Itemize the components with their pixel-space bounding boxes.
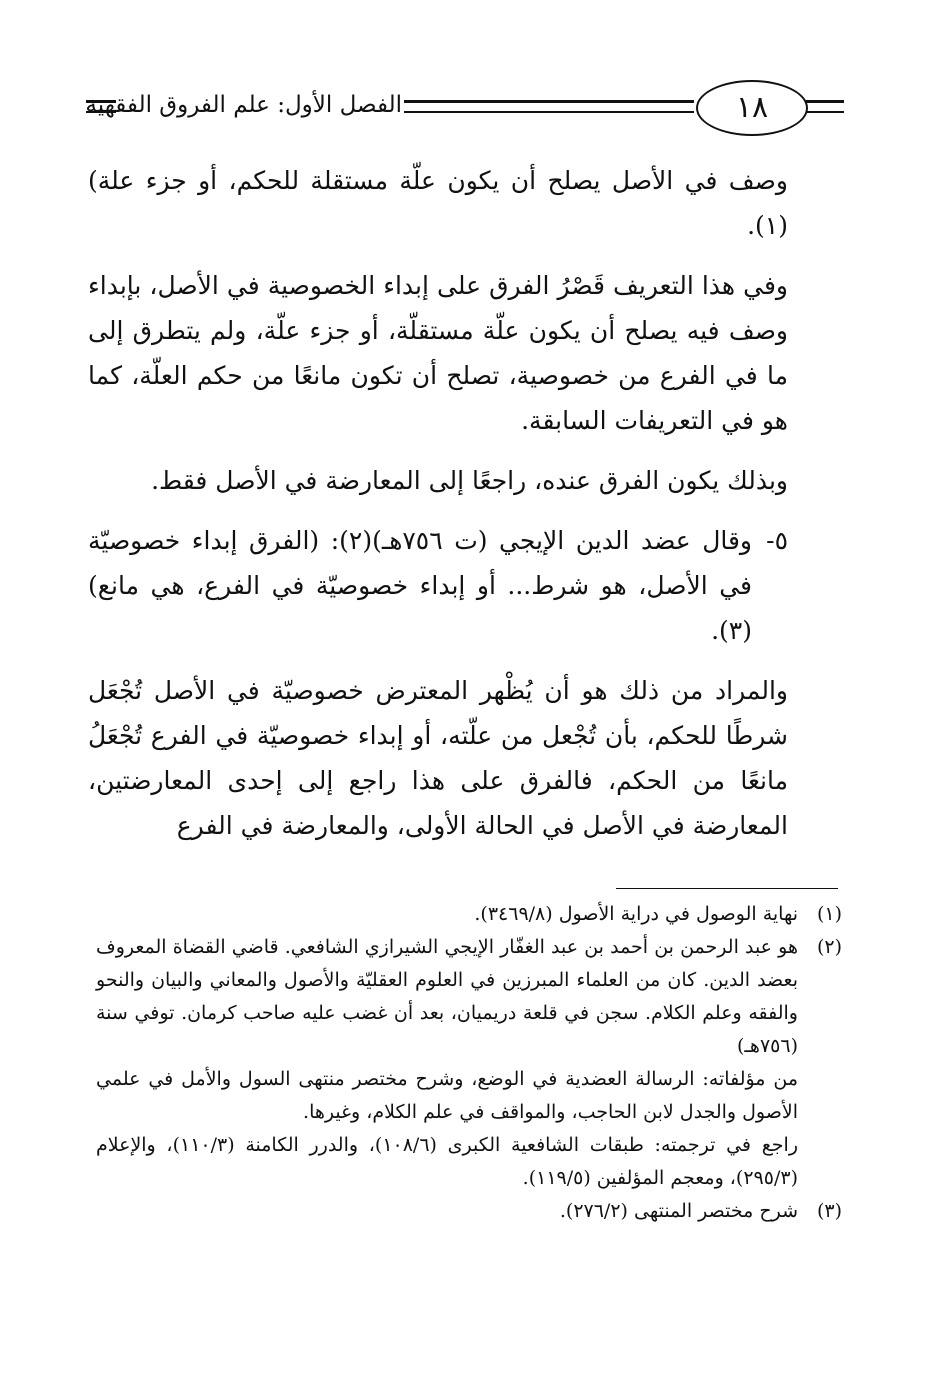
page-number: ١٨ — [696, 80, 808, 136]
footnote-text: شرح مختصر المنتهى (٢٧٦/٢). — [559, 1200, 798, 1222]
item-text: وقال عضد الدين الإيجي (ت ٧٥٦هـ)(٢): (الفرق إبداء خصوصيّة في الأصل، هو شرط... أو إبداء خصوصيّة في الفرع، هي مانع)(٣). — [88, 526, 753, 645]
header-rule-right — [806, 100, 844, 113]
footnote-number: (٣) — [816, 1200, 842, 1222]
footnote-number: (٢) — [816, 936, 842, 958]
footnote-number: (١) — [816, 903, 842, 925]
footnote-continuation: راجع في ترجمته: طبقات الشافعية الكبرى (١٠٨/٦)، والدرر الكامنة (١١٠/٣)، والإعلام (٢٩٥/٣)، ومعجم المؤلفين (١١٩/٥). — [96, 1134, 799, 1189]
paragraph: وبذلك يكون الفرق عنده، راجعًا إلى المعارضة في الأصل فقط. — [151, 466, 788, 495]
footnote-continuation: من مؤلفاته: الرسالة العضدية في الوضع، وشرح مختصر منتهى السول والأمل في علمي الأصول والجدل لابن الحاجب، والمواقف في علم الكلام، وغيرها. — [96, 1068, 798, 1123]
footnote-text: هو عبد الرحمن بن أحمد بن عبد الغفّار الإيجي الشيرازي الشافعي. قاضي القضاة المعروف بعضد الدين. كان من العلماء المبرزين في العلوم العقليّة والأصول والمعاني والبيان والنحو والفقه وعلم الكلام. سجن في قلعة دريميان، بعد أن غضب عليه صاحب كرمان. توفي سنة (٧٥٦هـ) — [96, 936, 798, 1057]
main-text — [88, 158, 788, 863]
footnote — [96, 931, 842, 1063]
paragraph: وفي هذا التعريف قَصْرُ الفرق على إبداء الخصوصية في الأصل، بإبداء وصف فيه يصلح أن يكون علّة مستقلّة، أو جزء علّة، ولم يتطرق إلى ما في الفرع من خصوصية، تصلح أن تكون مانعًا من حكم العلّة، كما هو في التعريفات السابقة. — [88, 271, 788, 435]
running-title: الفصل الأول: علم الفروق الفقهية — [85, 92, 402, 118]
paragraph: والمراد من ذلك هو أن يُظْهر المعترض خصوصيّة في الأصل تُجْعَل شرطًا للحكم، بأن تُجْعل من علّته، أو إبداء خصوصيّة في الفرع تُجْعَلُ مانعًا من الحكم، فالفرق على هذا راجع إلى إحدى المعارضتين، المعارضة في الأصل في الحالة الأولى، والمعارضة في الفرع — [88, 676, 788, 840]
footnote-separator — [616, 888, 838, 889]
footnote — [96, 898, 842, 931]
footnotes — [96, 898, 842, 1228]
page-header — [86, 78, 844, 136]
header-rule-middle — [404, 100, 694, 113]
numbered-item — [88, 518, 788, 653]
footnote-text: نهاية الوصول في دراية الأصول (٣٤٦٩/٨). — [474, 903, 798, 925]
paragraph: وصف في الأصل يصلح أن يكون علّة مستقلة للحكم، أو جزء علة)(١). — [88, 166, 788, 240]
item-number: ٥- — [766, 526, 788, 555]
footnote — [96, 1195, 842, 1228]
